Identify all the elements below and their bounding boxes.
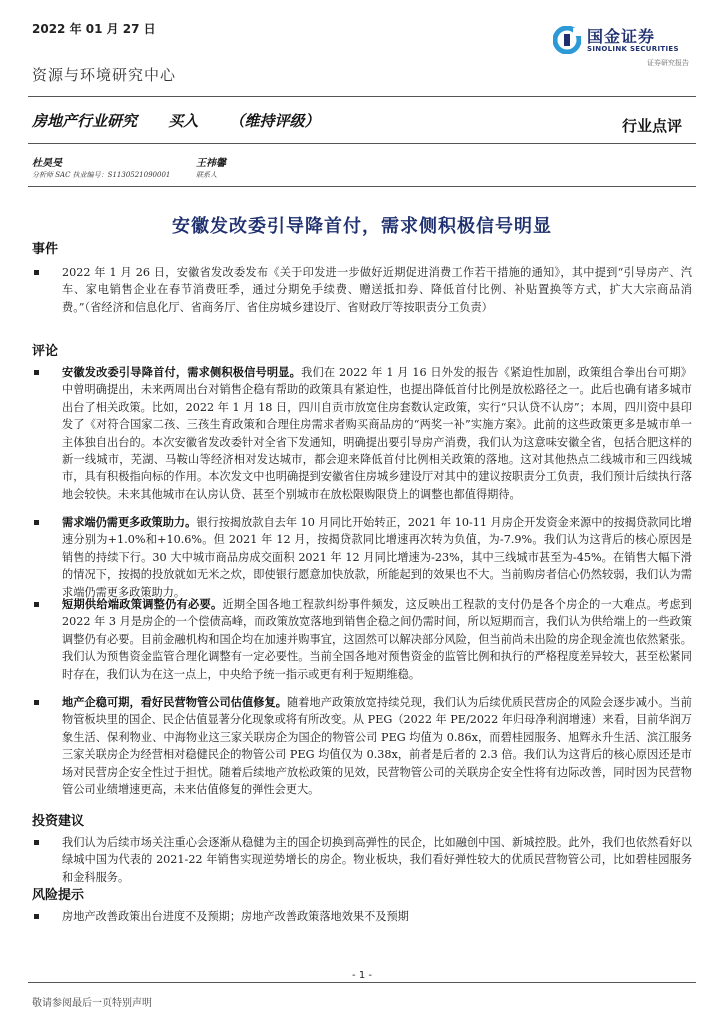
section-heading-event: 事件 bbox=[32, 242, 59, 257]
page-number: - 1 - bbox=[352, 970, 372, 981]
analyst-name-2: 王祎馨 bbox=[196, 158, 226, 169]
bullet-square-icon bbox=[34, 370, 39, 375]
report-date: 2022 年 01 月 27 日 bbox=[32, 22, 156, 36]
logo-tagline: 证券研究报告 bbox=[647, 59, 689, 67]
event-bullet bbox=[32, 264, 692, 316]
comment-text-3: 近期全国各地工程款纠纷事件频发，这反映出工程款的支付仍是各个房企的一大难点。考虑到 2022 年 3 月是房企的一个偿债高峰，而政策放宽落地到销售企稳之间仍需时间，所以短期而言，我们认为供给端上的一些政策调整仍有必要。目前金融机构和国企均在加速并购事宜，这固然可以解决部分风险，但当前尚未出险的房企现金流也依然紧张。我们认为预售资金监管合理化调整有一定必要性。当前全国各地对预售资金的监管比例和执行的严格程度差异较大，甚至松紧同时存在，我们认为在这一点上，中央给予统一指示或更有利于短期维稳。 bbox=[62, 598, 692, 681]
bullet-square-icon bbox=[34, 840, 39, 845]
risk-text: 房地产改善政策出台进度不及预期；房地产改善政策落地效果不及预期 bbox=[62, 910, 409, 923]
analyst-detail-2: 联系人 bbox=[196, 171, 217, 179]
comment-bullet-1 bbox=[32, 364, 692, 503]
bullet-square-icon bbox=[34, 700, 39, 705]
header-divider bbox=[28, 96, 696, 97]
section-heading-risk: 风险提示 bbox=[32, 888, 85, 903]
research-center: 资源与环境研究中心 bbox=[32, 66, 177, 84]
comment-text-1: 我们在 2022 年 1 月 16 日外发的报告《紧迫性加剧，政策组合拳出台可期》中曾明确提出，未来两周出台对销售企稳有帮助的政策具有紧迫性，也提出降低首付比例是放松路径之一。此后也确有诸多城市出台了相关政策。比如，2022 年 1 月 18 日，四川自贡市放宽住房套数认定政策，实行“只认贷不认房”；本周，四川资中县印发了《对符合国家二孩、三孩生育政策和合理住房需求者购买商品房的“两奖一补”实施方案》。此前的这些政策更多是城市单一主体独自出台的。本次安徽省发改委针对全省下发通知，明确提出要引导房产消费，我们认为这意味安徽全省，包括合肥这样的新一线城市，芜湖、马鞍山等经济相对发达城市，都会迎来降低首付比例相关政策的落地。这对其他热点二线城市和三四线城市，具有积极指向标的作用。本次发文中也明确提到安徽省住房城乡建设厅对其中的建议按职责分工负责，我们预计后续执行落地会较快。未来其他城市在认房认贷、甚至个别城市在放松限购限贷上的调整也都值得期待。 bbox=[62, 366, 692, 501]
bullet-square-icon bbox=[34, 520, 39, 525]
comment-lead-1: 安徽发改委引导降首付，需求侧积极信号明显。 bbox=[62, 365, 302, 379]
footer-disclaimer: 敬请参阅最后一页特别声明 bbox=[32, 998, 152, 1009]
rating-note: （维持评级） bbox=[229, 112, 320, 130]
bullet-square-icon bbox=[34, 602, 39, 607]
comment-lead-2: 需求端仍需更多政策助力。 bbox=[62, 515, 197, 529]
comment-text-2: 银行按揭放款自去年 10 月同比开始转正，2021 年 10-11 月房企开发资金来源中的按揭贷款同比增速分别为+1.0%和+10.6%。但 2021 年 12 月，按揭贷款同比增速再次转为负值，为-7.9%。我们认为这背后的核心原因是销售的持续下行。30 大中城市商品房成交面积 2021 年 12 月同比增速为-23%，其中三线城市甚至为-45%。在销售大幅下滑的情况下，按揭的投放就如无米之炊，即使银行愿意加快放款，所能起到的效果也不大。当前购房者信心仍然较弱，我们认为需求端仍需更多政策助力。 bbox=[62, 516, 692, 599]
risk-bullet bbox=[32, 908, 692, 925]
comment-bullet-3 bbox=[32, 596, 692, 683]
analyst-detail-1: 分析师 SAC 执业编号：S1130521090001 bbox=[32, 171, 171, 179]
comment-bullet-4 bbox=[32, 694, 692, 798]
investment-bullet bbox=[32, 834, 692, 886]
bullet-square-icon bbox=[34, 270, 39, 275]
event-text: 2022 年 1 月 26 日，安徽省发改委发布《关于印发进一步做好近期促进消费工作若干措施的通知》，其中提到“引导房产、汽车、家电销售企业在春节消费旺季，通过分期免手续费、赠送抵扣券、降低首付比例、补贴置换等方式，扩大大宗商品消费。”（省经济和信息化厅、省商务厅、省住房城乡建设厅、省财政厅等按职责分工负责） bbox=[62, 266, 692, 314]
company-logo bbox=[553, 24, 703, 68]
comment-lead-4: 地产企稳可期，看好民营物管公司估值修复。 bbox=[62, 695, 288, 709]
section-heading-comment: 评论 bbox=[32, 344, 59, 359]
comment-lead-3: 短期供给端政策调整仍有必要。 bbox=[62, 597, 223, 611]
meta-divider bbox=[28, 143, 696, 144]
investment-text: 我们认为后续市场关注重心会逐渐从稳健为主的国企切换到高弹性的民企，比如融创中国、新城控股。此外，我们也依然看好以绿城中国为代表的 2021-22 年销售实现逆势增长的房企。物业板块，我们看好弹性较大的优质民营物管公司，比如碧桂园服务和金科服务。 bbox=[62, 836, 692, 884]
report-type: 行业点评 bbox=[621, 117, 682, 135]
analyst-name-1: 杜昊旻 bbox=[32, 158, 62, 169]
rating-action: 买入 bbox=[168, 112, 199, 130]
report-meta-line bbox=[32, 110, 346, 131]
footer-divider bbox=[28, 982, 696, 983]
sinolink-logo-icon bbox=[553, 26, 581, 54]
comment-text-4: 随着地产政策放宽持续兑现，我们认为后续优质民营房企的风险会逐步减小。当前物管板块里的国企、民企估值显著分化现象或将有所改变。从 PEG（2022 年 PE/2022 年归母净利润增速）来看，目前华润万象生活、保利物业、中海物业这三家关联房企为国企的物管公司 PEG 均值为 0.86x，而碧桂园服务、旭辉永升生活、滨江服务三家关联房企为经营相对稳健民企的物管公司 PEG 均值仅为 0.38x，前者是后者的 2.3 倍。我们认为这背后的核心原因还是市场对民营房企安全性过于担忧。随着后续地产放松政策的见效，民营物管公司的关联房企安全性将有边际改善，同时因为民营物管公司业绩增速更高，未来估值修复的弹性会更大。 bbox=[62, 696, 692, 797]
logo-name-cn: 国金证券 bbox=[587, 27, 656, 46]
bullet-square-icon bbox=[34, 914, 39, 919]
report-industry: 房地产行业研究 bbox=[32, 112, 138, 130]
analyst-divider bbox=[28, 186, 696, 187]
report-title: 安徽发改委引导降首付，需求侧积极信号明显 bbox=[172, 216, 552, 237]
section-heading-investment: 投资建议 bbox=[32, 814, 85, 829]
comment-bullet-2 bbox=[32, 514, 692, 601]
logo-name-en: SINOLINK SECURITIES bbox=[587, 45, 679, 53]
